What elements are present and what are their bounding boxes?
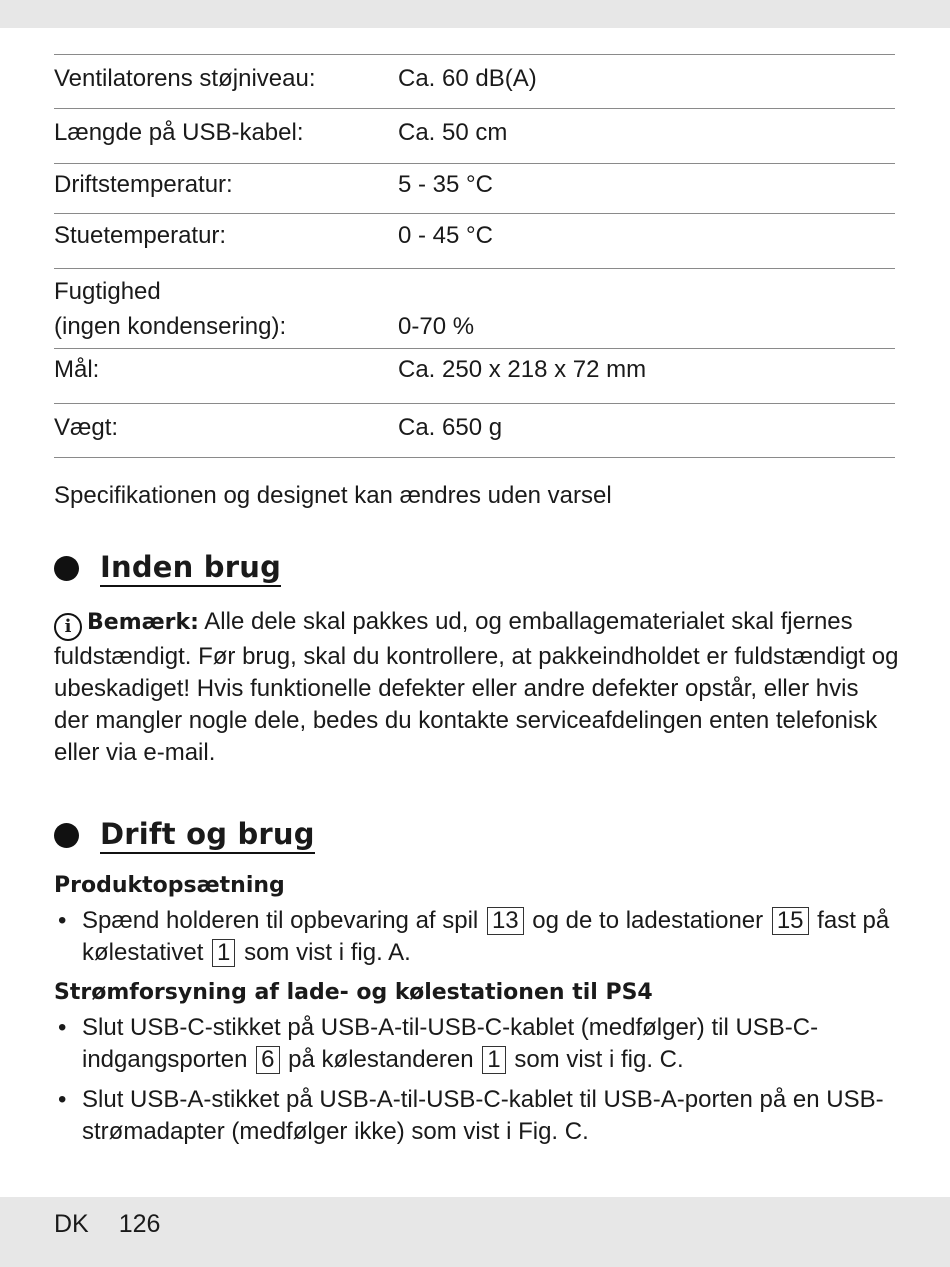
section-heading-drift-og-brug bbox=[54, 817, 315, 854]
note-text: Alle dele skal pakkes ud, og emballagematerialet skal fjernes fuldstændigt. Før brug, skal du kontrollere, at pakkeindholdet er fuldstændigt og ubeskadiget! Hvis funktionelle defekter eller andre defekter opstår, eller hvis der mangler nogle dele, bedes du kontakte serviceafdelingen enten telefonisk eller via e-mail. bbox=[54, 608, 899, 766]
spec-value: 0 - 45 °C bbox=[398, 222, 493, 249]
bullet-dot: • bbox=[58, 1014, 67, 1041]
spec-row bbox=[54, 404, 895, 458]
footer-lang: DK bbox=[54, 1210, 89, 1238]
part-ref: 1 bbox=[212, 939, 235, 967]
spec-label-line2: (ingen kondensering): bbox=[54, 313, 287, 340]
page-number: 126 bbox=[118, 1210, 161, 1238]
spec-value: Ca. 650 g bbox=[398, 414, 503, 441]
list-item: • Slut USB-A-stikket på USB-A-til-USB-C-kablet til USB-A-porten på en USB-strømadapter (medfølger ikke) som vist i Fig. C. bbox=[58, 1086, 884, 1145]
info-icon: i bbox=[54, 613, 82, 641]
spec-label: Længde på USB-kabel: bbox=[54, 119, 304, 146]
part-ref: 1 bbox=[482, 1046, 505, 1074]
section-title: Inden brug bbox=[100, 550, 281, 587]
spec-label: Vægt: bbox=[54, 414, 119, 441]
spec-label-line1: Fugtighed bbox=[54, 278, 161, 305]
part-ref: 15 bbox=[772, 907, 809, 935]
page-footer bbox=[54, 1210, 190, 1239]
spec-value: Ca. 50 cm bbox=[398, 119, 508, 146]
spec-table bbox=[54, 54, 895, 458]
subheading-stroemforsyning: Strømforsyning af lade- og kølestationen til PS4 bbox=[54, 980, 653, 1005]
spec-row bbox=[54, 349, 895, 404]
spec-row bbox=[54, 164, 895, 214]
top-band bbox=[0, 0, 950, 28]
note-label: Bemærk: bbox=[87, 610, 199, 635]
heading-bullet-icon bbox=[54, 823, 79, 848]
spec-label: Mål: bbox=[54, 356, 100, 383]
bullet-dot: • bbox=[58, 1086, 67, 1113]
spec-row bbox=[54, 269, 895, 349]
part-ref: 13 bbox=[487, 907, 524, 935]
list-item: • Spænd holderen til opbevaring af spil 13 og de to ladestationer 15 fast på kølestativet 1 som vist i fig. A. bbox=[58, 907, 890, 966]
heading-bullet-icon bbox=[54, 556, 79, 581]
spec-label: Ventilatorens støjniveau: bbox=[54, 65, 316, 92]
section-title: Drift og brug bbox=[100, 817, 315, 854]
list-item: • Slut USB-C-stikket på USB-A-til-USB-C-kablet (medfølger) til USB-C-indgangsporten 6 på kølestanderen 1 som vist i fig. C. bbox=[58, 1014, 819, 1073]
spec-row bbox=[54, 214, 895, 269]
spec-label: Stuetemperatur: bbox=[54, 222, 227, 249]
spec-value: 0-70 % bbox=[398, 313, 475, 340]
spec-row bbox=[54, 55, 895, 109]
spec-row bbox=[54, 109, 895, 164]
note-paragraph bbox=[54, 606, 899, 769]
spec-note: Specifikationen og designet kan ændres uden varsel bbox=[54, 482, 612, 509]
section-heading-inden-brug bbox=[54, 550, 281, 587]
spec-value: Ca. 60 dB(A) bbox=[398, 65, 537, 92]
spec-value: Ca. 250 x 218 x 72 mm bbox=[398, 356, 647, 383]
subheading-produktopsaetning: Produktopsætning bbox=[54, 873, 285, 898]
spec-value: 5 - 35 °C bbox=[398, 171, 493, 198]
bullet-dot: • bbox=[58, 907, 67, 934]
part-ref: 6 bbox=[256, 1046, 279, 1074]
spec-label: Driftstemperatur: bbox=[54, 171, 233, 198]
